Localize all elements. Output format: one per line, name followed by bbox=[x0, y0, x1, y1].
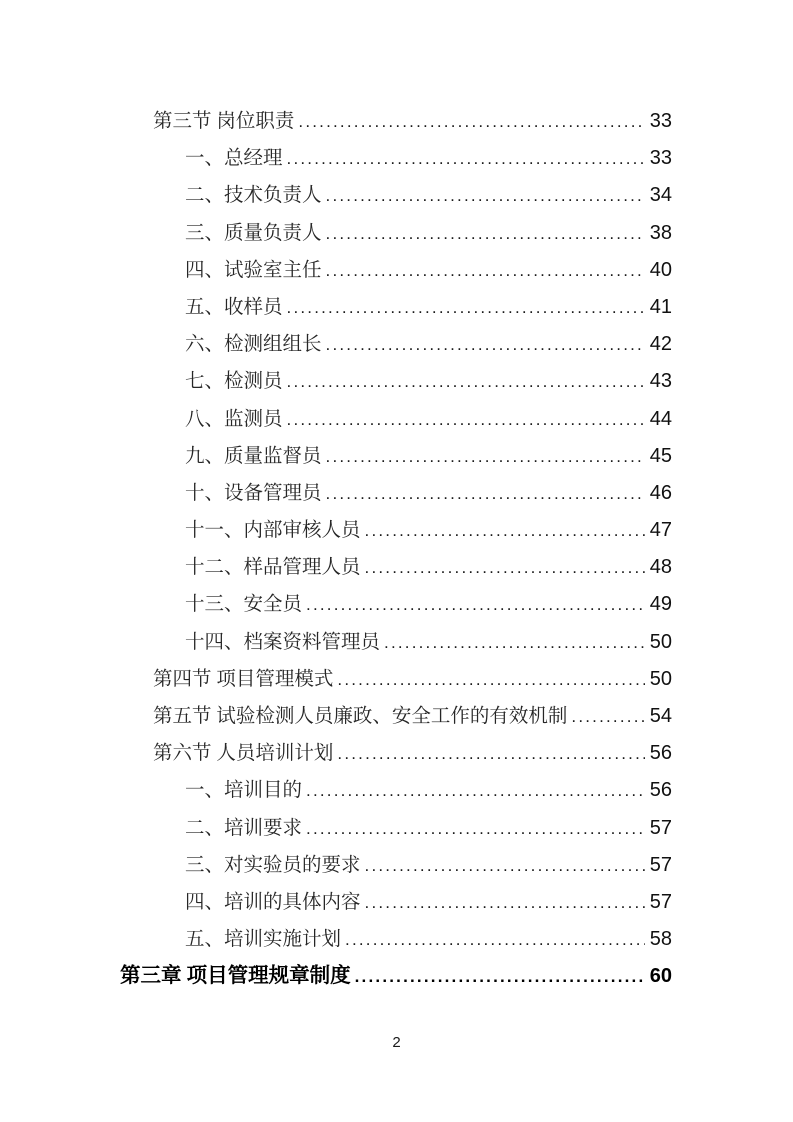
toc-entry[interactable] bbox=[120, 401, 672, 438]
toc-entry-title: 十、设备管理员 bbox=[185, 482, 322, 504]
toc-entry-title: 十三、安全员 bbox=[185, 594, 303, 616]
toc-entry-page: 56 bbox=[649, 742, 672, 765]
toc-entry[interactable] bbox=[120, 438, 672, 475]
toc-entry-page: 50 bbox=[649, 630, 672, 653]
toc-entry-page: 49 bbox=[649, 593, 672, 616]
toc-entry[interactable] bbox=[120, 289, 672, 326]
dot-leader bbox=[355, 958, 645, 995]
dot-leader bbox=[306, 772, 645, 809]
toc-entry-page: 33 bbox=[649, 147, 672, 170]
dot-leader bbox=[337, 735, 644, 772]
dot-leader bbox=[326, 177, 645, 214]
toc-entry[interactable] bbox=[120, 921, 672, 958]
toc-entry[interactable] bbox=[120, 884, 672, 921]
toc-entry-page: 43 bbox=[649, 370, 672, 393]
toc-entry-title: 一、总经理 bbox=[185, 148, 283, 170]
toc-entry[interactable] bbox=[120, 177, 672, 214]
toc-entry-title: 第六节 人员培训计划 bbox=[153, 743, 334, 765]
toc-entry-page: 48 bbox=[649, 556, 672, 579]
dot-leader bbox=[287, 140, 645, 177]
toc-entry-page: 58 bbox=[649, 928, 672, 951]
toc-entry-title: 三、质量负责人 bbox=[185, 222, 322, 244]
toc-entry-title: 三、对实验员的要求 bbox=[185, 854, 361, 876]
dot-leader bbox=[365, 549, 645, 586]
toc-entry[interactable] bbox=[120, 698, 672, 735]
page-number: 2 bbox=[392, 1034, 401, 1051]
toc-entry[interactable] bbox=[120, 215, 672, 252]
dot-leader bbox=[326, 475, 645, 512]
dot-leader bbox=[365, 847, 645, 884]
toc-entry[interactable] bbox=[120, 326, 672, 363]
toc-entry-page: 57 bbox=[649, 890, 672, 913]
dot-leader bbox=[337, 661, 644, 698]
toc-entry[interactable] bbox=[120, 810, 672, 847]
toc-entry-title: 五、收样员 bbox=[185, 296, 283, 318]
toc-entry-title: 八、监测员 bbox=[185, 408, 283, 430]
toc-entry-page: 42 bbox=[649, 333, 672, 356]
toc-entry-title: 一、培训目的 bbox=[185, 780, 303, 802]
toc-entry-title: 四、培训的具体内容 bbox=[185, 891, 361, 913]
toc-entry[interactable] bbox=[120, 847, 672, 884]
toc-entry[interactable] bbox=[120, 549, 672, 586]
toc-entry[interactable] bbox=[120, 772, 672, 809]
toc-entry-title: 四、试验室主任 bbox=[185, 259, 322, 281]
toc-entry-page: 54 bbox=[649, 705, 672, 727]
toc-entry-page: 34 bbox=[649, 184, 672, 207]
dot-leader bbox=[287, 363, 645, 400]
dot-leader bbox=[306, 586, 645, 623]
toc-entry-title: 十四、档案资料管理员 bbox=[185, 631, 381, 653]
dot-leader bbox=[326, 252, 645, 289]
dot-leader bbox=[326, 326, 645, 363]
toc-entry-title: 第三节 岗位职责 bbox=[153, 111, 295, 132]
toc-entry-page: 50 bbox=[649, 667, 672, 690]
toc-entry-title: 十二、样品管理人员 bbox=[185, 557, 361, 579]
toc-entry[interactable] bbox=[120, 252, 672, 289]
dot-leader bbox=[326, 438, 645, 475]
toc-entry-page: 38 bbox=[649, 221, 672, 244]
toc-entry-page: 33 bbox=[649, 110, 672, 132]
toc-entry-page: 47 bbox=[649, 519, 672, 542]
toc-entry-page: 56 bbox=[649, 779, 672, 802]
toc-entry[interactable] bbox=[120, 586, 672, 623]
toc-entry[interactable] bbox=[120, 140, 672, 177]
dot-leader bbox=[287, 401, 645, 438]
dot-leader bbox=[384, 624, 645, 661]
toc-entry[interactable] bbox=[120, 661, 672, 698]
toc-entry-page: 57 bbox=[649, 816, 672, 839]
toc-entry-page: 60 bbox=[649, 965, 672, 988]
toc-entry-title: 九、质量监督员 bbox=[185, 445, 322, 467]
dot-leader bbox=[365, 884, 645, 921]
toc-entry-page: 44 bbox=[649, 407, 672, 430]
toc-entry[interactable] bbox=[120, 624, 672, 661]
dot-leader bbox=[365, 512, 645, 549]
dot-leader bbox=[306, 810, 645, 847]
toc-entry-page: 45 bbox=[649, 444, 672, 467]
toc-entry-title: 五、培训实施计划 bbox=[185, 929, 342, 951]
toc-entry-title: 十一、内部审核人员 bbox=[185, 520, 361, 542]
toc-entry-title: 七、检测员 bbox=[185, 371, 283, 393]
toc-entry[interactable] bbox=[120, 475, 672, 512]
toc-entry-title: 第五节 试验检测人员廉政、安全工作的有效机制 bbox=[153, 706, 568, 727]
toc-entry-page: 40 bbox=[649, 258, 672, 281]
toc-entry[interactable] bbox=[120, 363, 672, 400]
toc-entry-title: 二、培训要求 bbox=[185, 817, 303, 839]
toc-entry[interactable] bbox=[120, 735, 672, 772]
toc-entry-page: 57 bbox=[649, 853, 672, 876]
dot-leader bbox=[298, 103, 644, 140]
toc-entry-page: 41 bbox=[649, 295, 672, 318]
table-of-contents bbox=[120, 103, 672, 996]
dot-leader bbox=[571, 698, 644, 735]
dot-leader bbox=[345, 921, 645, 958]
dot-leader bbox=[287, 289, 645, 326]
toc-entry-title: 第三章 项目管理规章制度 bbox=[120, 965, 351, 988]
toc-entry[interactable] bbox=[120, 958, 672, 995]
toc-entry[interactable] bbox=[120, 103, 672, 140]
toc-entry-title: 第四节 项目管理模式 bbox=[153, 668, 334, 690]
dot-leader bbox=[326, 215, 645, 252]
toc-entry-title: 二、技术负责人 bbox=[185, 185, 322, 207]
toc-entry-title: 六、检测组组长 bbox=[185, 334, 322, 356]
toc-entry[interactable] bbox=[120, 512, 672, 549]
toc-entry-page: 46 bbox=[649, 481, 672, 504]
